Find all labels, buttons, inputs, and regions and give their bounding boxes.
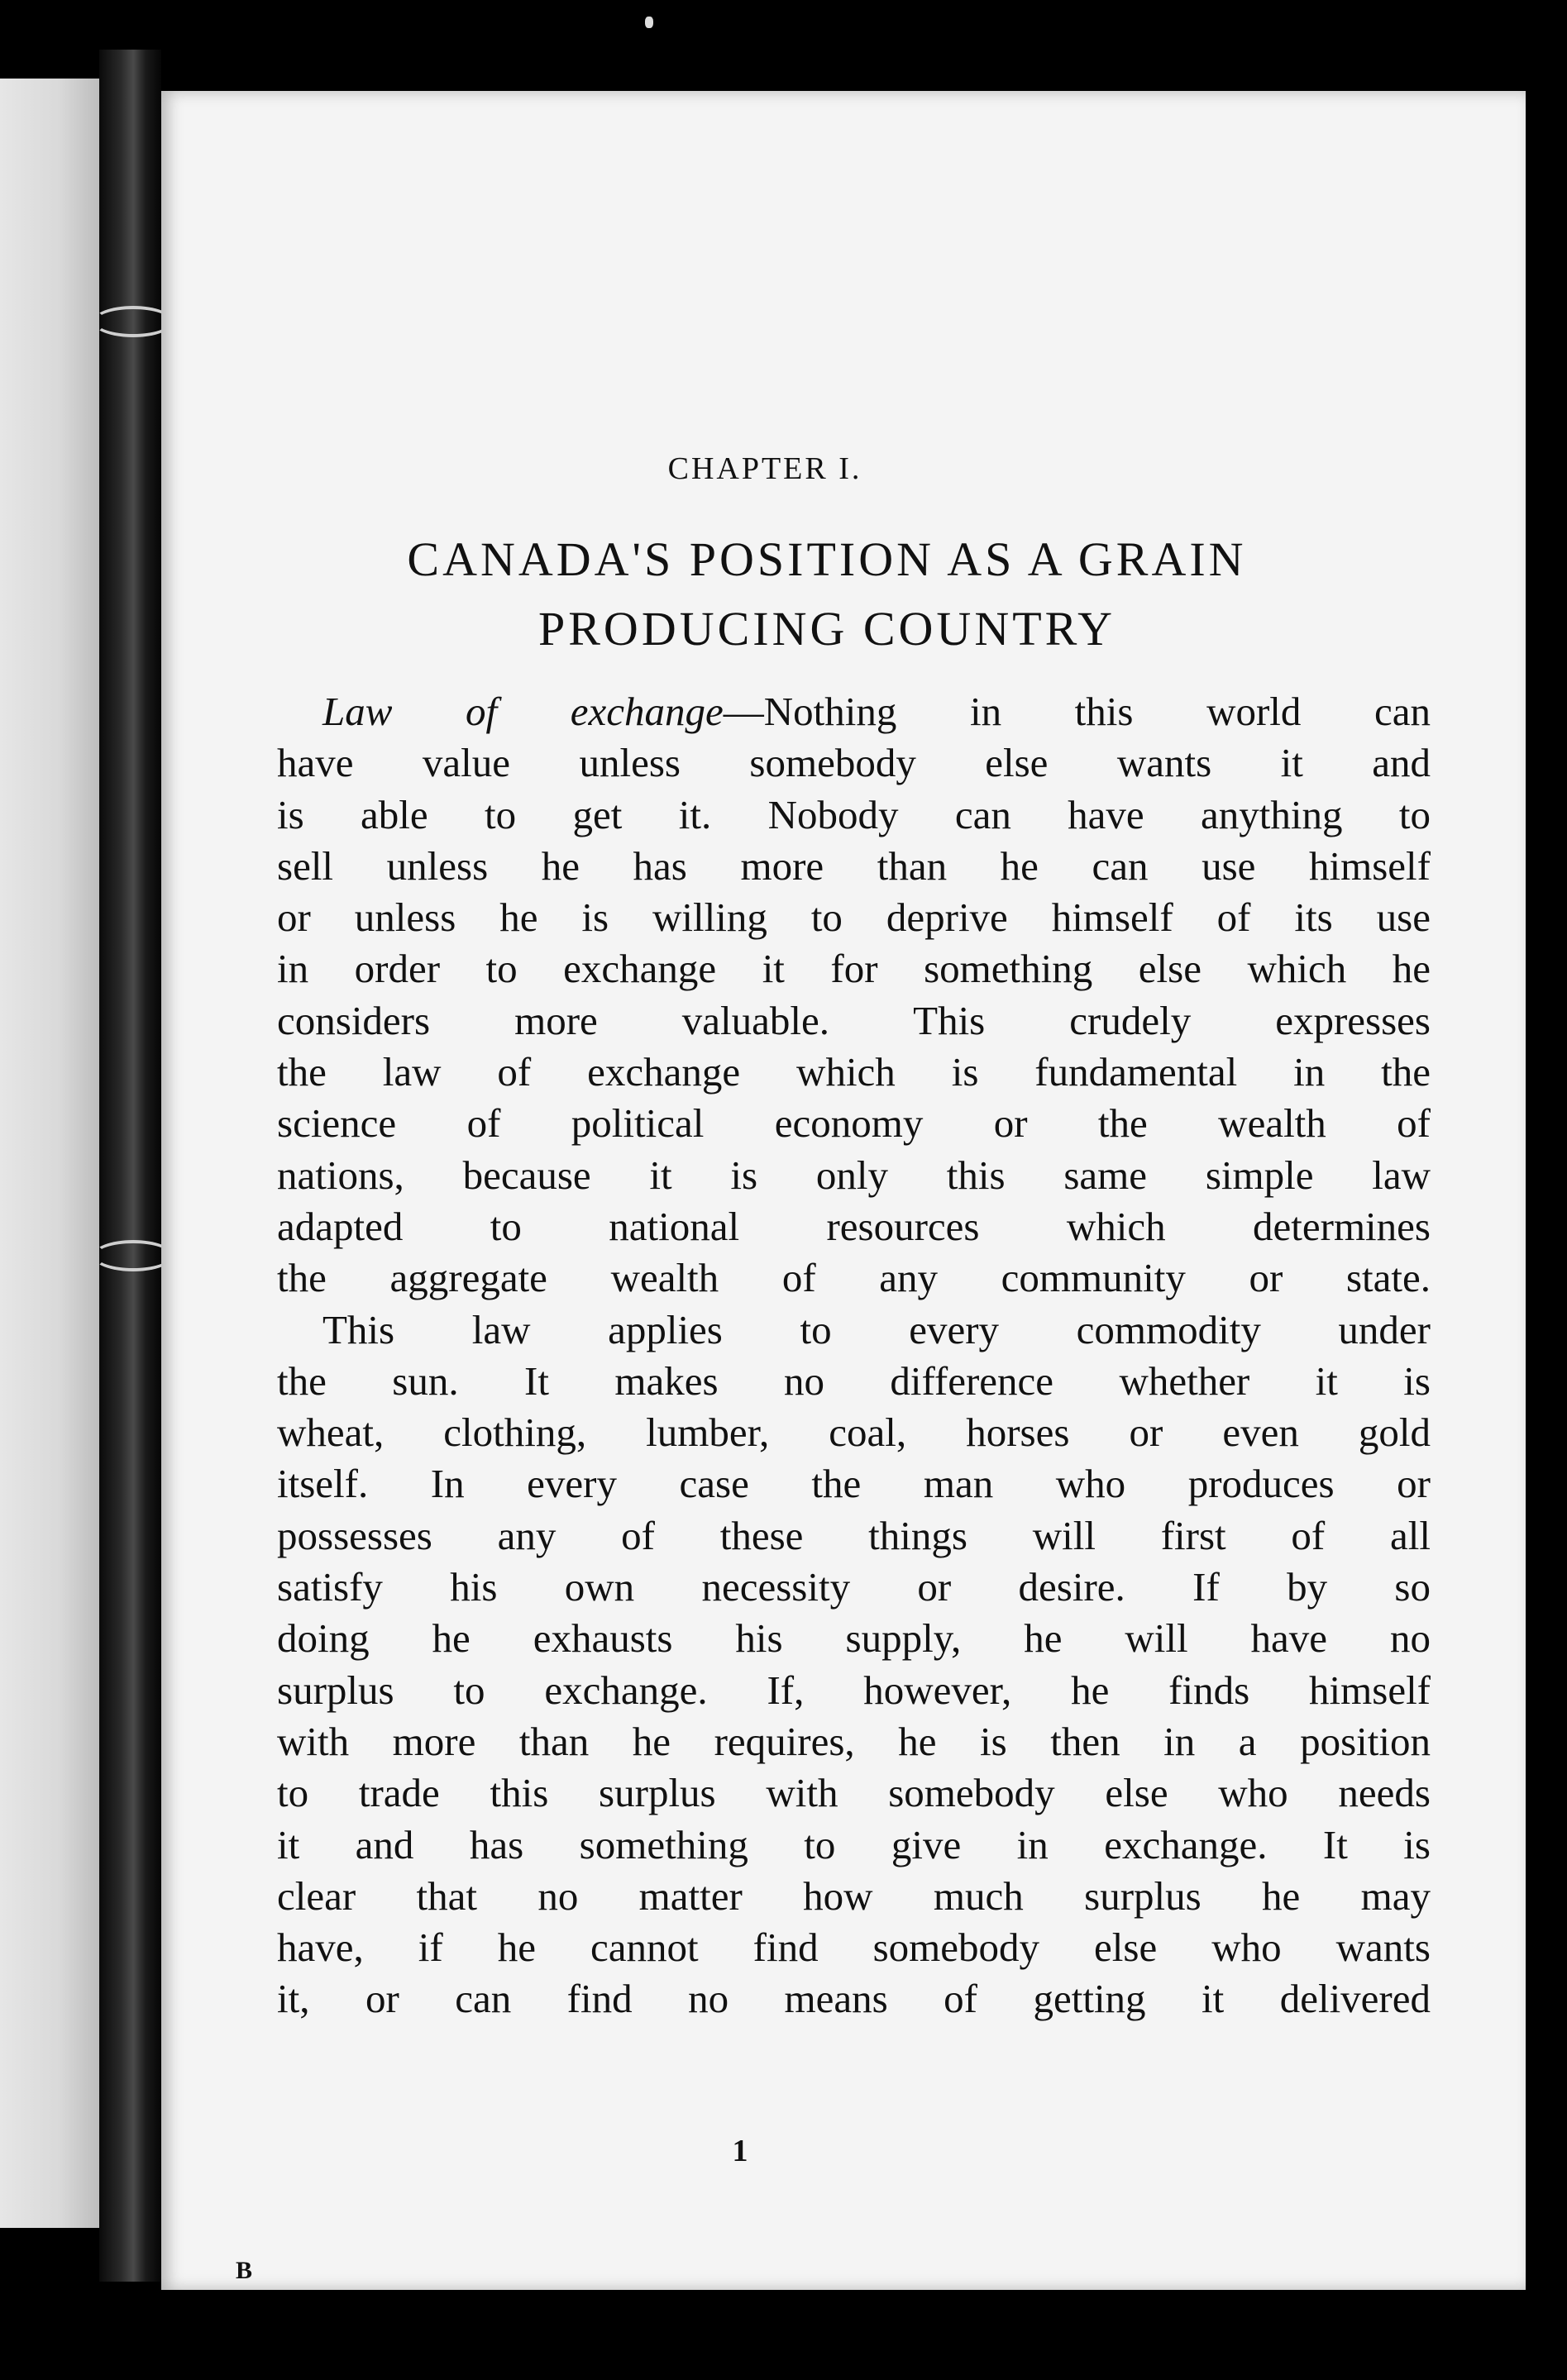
chapter-title bbox=[269, 525, 1385, 664]
text-line: it, or can find no means of getting it delivered bbox=[277, 1976, 1431, 2022]
facing-page-edge bbox=[0, 79, 99, 2228]
text-line: itself. In every case the man who produces or bbox=[277, 1461, 1431, 1507]
text-line: wheat, clothing, lumber, coal, horses or even gold bbox=[277, 1409, 1431, 1456]
chapter-label: CHAPTER I. bbox=[667, 451, 862, 486]
text-line: in order to exchange it for something else which he bbox=[277, 946, 1431, 992]
scan-speck bbox=[645, 17, 653, 28]
text-line: Law of exchange—Nothing in this world can bbox=[322, 689, 1431, 734]
text-line: adapted to national resources which determines bbox=[277, 1203, 1431, 1249]
text-line: surplus to exchange. If, however, he finds himself bbox=[277, 1667, 1431, 1713]
text-line: clear that no matter how much surplus he may bbox=[277, 1872, 1431, 1919]
text-line: nations, because it is only this same simple law bbox=[277, 1152, 1431, 1198]
text-line: have value unless somebody else wants it and bbox=[277, 740, 1431, 786]
signature-mark: B bbox=[236, 2257, 253, 2284]
text-line: have, if he cannot find somebody else who wants bbox=[277, 1925, 1431, 1971]
body-text bbox=[277, 686, 1431, 2025]
text-line: the sun. It makes no difference whether it is bbox=[277, 1357, 1431, 1404]
text-line: is able to get it. Nobody can have anything to bbox=[277, 791, 1431, 837]
text-line: the law of exchange which is fundamental in the bbox=[277, 1049, 1431, 1095]
text-line: or unless he is willing to deprive himself of its use bbox=[277, 894, 1431, 941]
text-line: possesses any of these things will first of all bbox=[277, 1512, 1431, 1558]
text-line: with more than he requires, he is then in a position bbox=[277, 1718, 1431, 1764]
page-number: 1 bbox=[732, 2134, 748, 2168]
text-line: considers more valuable. This crudely expresses bbox=[277, 997, 1431, 1043]
text-line: to trade this surplus with somebody else who needs bbox=[277, 1770, 1431, 1816]
text-line: it and has something to give in exchange. It is bbox=[277, 1821, 1431, 1867]
text-line: satisfy his own necessity or desire. If by so bbox=[277, 1564, 1431, 1610]
chapter-title-line: CANADA'S POSITION AS A GRAIN bbox=[407, 532, 1247, 586]
topic-head: Law of exchange bbox=[322, 689, 724, 734]
chapter-title-line: PRODUCING COUNTRY bbox=[537, 602, 1116, 656]
book-spine bbox=[99, 50, 161, 2282]
text-line: doing he exhausts his supply, he will have no bbox=[277, 1615, 1431, 1662]
book-page bbox=[161, 91, 1526, 2290]
text-line: This law applies to every commodity under bbox=[322, 1306, 1431, 1352]
text-line: sell unless he has more than he can use himself bbox=[277, 842, 1431, 889]
text-line: the aggregate wealth of any community or state. bbox=[277, 1255, 1431, 1301]
text-line: science of political economy or the wealth of bbox=[277, 1100, 1431, 1147]
